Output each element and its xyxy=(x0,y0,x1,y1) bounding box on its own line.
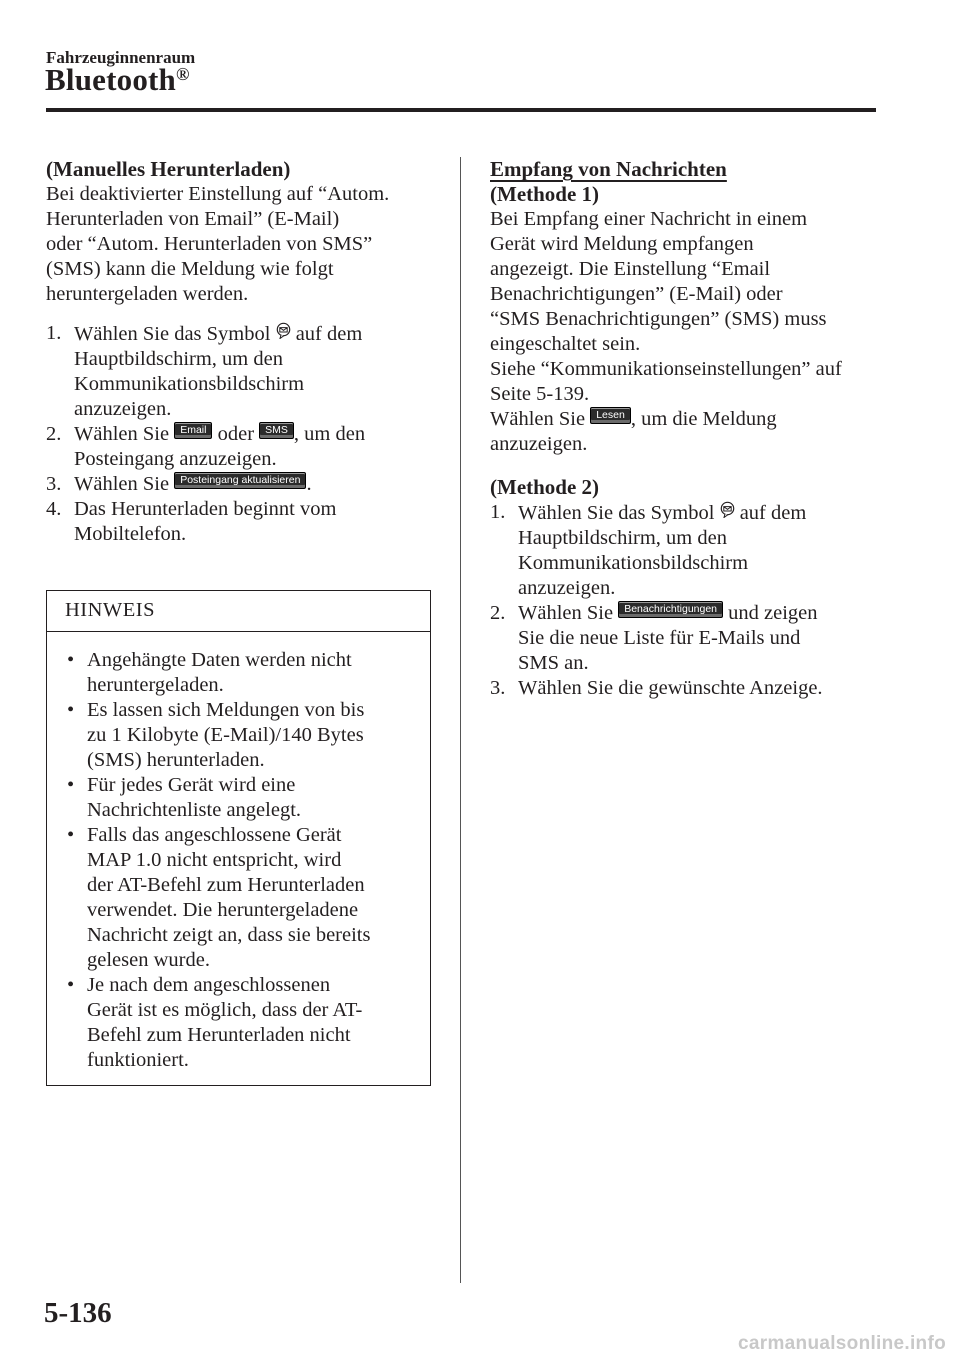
text-line: Seite 5-139. xyxy=(490,383,590,405)
step-text: auf dem xyxy=(739,502,807,524)
step-text: Kommunikationsbildschirm xyxy=(74,373,305,395)
method2-steps xyxy=(490,500,880,701)
step-text: . xyxy=(306,473,312,495)
note-item xyxy=(47,973,430,1073)
section-label: Fahrzeuginnenraum xyxy=(46,48,196,67)
step-number: 3. xyxy=(46,473,62,495)
step-text: Das Herunterladen beginnt vom xyxy=(74,498,337,520)
bullet: • xyxy=(67,824,75,846)
note-text: Angehängte Daten werden nicht xyxy=(87,649,352,671)
right-column xyxy=(490,157,880,701)
text-line: angezeigt. Die Einstellung “Email xyxy=(490,258,771,280)
bullet: • xyxy=(67,974,75,996)
step-text: Hauptbildschirm, um den xyxy=(518,527,727,549)
step-number: 4. xyxy=(46,498,62,520)
step-text: Wählen Sie xyxy=(74,423,170,445)
download-steps xyxy=(46,321,436,547)
bullet: • xyxy=(67,649,75,671)
note-item xyxy=(47,773,430,823)
text-line: heruntergeladen werden. xyxy=(46,283,249,305)
step-item xyxy=(46,422,436,472)
note-text: Nachricht zeigt an, dass sie bereits xyxy=(87,924,371,946)
method1-paragraph xyxy=(490,207,880,457)
step-item xyxy=(490,601,880,676)
left-column xyxy=(46,157,436,547)
note-text: (SMS) herunterladen. xyxy=(87,749,265,771)
step-text: SMS an. xyxy=(518,652,589,674)
step-item xyxy=(490,500,880,601)
sms-button[interactable]: SMS xyxy=(259,422,294,439)
note-item xyxy=(47,648,430,698)
step-text: Wählen Sie das Symbol xyxy=(518,502,715,524)
step-text: anzuzeigen. xyxy=(74,398,172,420)
manual-download-heading: (Manuelles Herunterladen) xyxy=(46,157,291,181)
bullet: • xyxy=(67,774,75,796)
watermark: carmanualsonline.info xyxy=(738,1333,946,1354)
text-line: Gerät wird Meldung empfangen xyxy=(490,233,754,255)
note-text: Nachrichtenliste angelegt. xyxy=(87,799,302,821)
step-text: auf dem xyxy=(295,323,363,345)
refresh-inbox-button[interactable]: Posteingang aktualisieren xyxy=(174,472,306,489)
registered-mark: ® xyxy=(175,64,190,84)
step-number: 1. xyxy=(490,501,506,523)
note-text: funktioniert. xyxy=(87,1049,189,1071)
note-text: MAP 1.0 nicht entspricht, wird xyxy=(87,849,342,871)
note-text: Falls das angeschlossene Gerät xyxy=(87,824,342,846)
communication-icon xyxy=(276,321,291,346)
step-text: Wählen Sie xyxy=(74,473,170,495)
column-divider xyxy=(460,157,461,1283)
step-text: Sie die neue Liste für E-Mails und xyxy=(518,627,801,649)
note-text: der AT-Befehl zum Herunterladen xyxy=(87,874,365,896)
note-text: Es lassen sich Meldungen von bis xyxy=(87,699,365,721)
text-line: Siehe “Kommunikationseinstellungen” auf xyxy=(490,358,842,380)
step-text: Mobiltelefon. xyxy=(74,523,187,545)
bullet: • xyxy=(67,699,75,721)
note-heading: HINWEIS xyxy=(47,591,430,632)
step-text: und zeigen xyxy=(728,602,818,624)
step-text: Wählen Sie die gewünschte Anzeige. xyxy=(518,677,823,699)
note-box xyxy=(46,590,431,1086)
text-line: Bei Empfang einer Nachricht in einem xyxy=(490,208,808,230)
page-number: 5-136 xyxy=(44,1297,112,1329)
notifications-button[interactable]: Benachrichtigungen xyxy=(618,601,723,618)
note-text: Für jedes Gerät wird eine xyxy=(87,774,296,796)
note-list xyxy=(47,632,430,1073)
text-line: eingeschaltet sein. xyxy=(490,333,641,355)
read-button[interactable]: Lesen xyxy=(590,407,631,424)
text-line: Bei deaktivierter Einstellung auf “Autom. xyxy=(46,183,390,205)
step-number: 3. xyxy=(490,677,506,699)
step-text: , um den xyxy=(293,423,366,445)
header-rule xyxy=(46,108,876,112)
step-text: oder xyxy=(217,423,255,445)
step-item xyxy=(46,472,436,497)
text-line: “SMS Benachrichtigungen” (SMS) muss xyxy=(490,308,827,330)
text-line: Herunterladen von Email” (E-Mail) xyxy=(46,208,340,230)
step-item xyxy=(490,676,880,701)
step-text: Wählen Sie xyxy=(518,602,614,624)
intro-paragraph xyxy=(46,182,436,307)
step-text: Kommunikationsbildschirm xyxy=(518,552,749,574)
text-line: anzuzeigen. xyxy=(490,433,588,455)
step-number: 2. xyxy=(46,423,62,445)
note-text: Je nach dem angeschlossenen xyxy=(87,974,331,996)
note-text: zu 1 Kilobyte (E-Mail)/140 Bytes xyxy=(87,724,364,746)
step-text: Wählen Sie das Symbol xyxy=(74,323,271,345)
note-text: gelesen wurde. xyxy=(87,949,210,971)
note-text: verwendet. Die heruntergeladene xyxy=(87,899,359,921)
method2-heading: (Methode 2) xyxy=(490,475,600,499)
note-text: Befehl zum Herunterladen nicht xyxy=(87,1024,351,1046)
note-item xyxy=(47,698,430,773)
method1-heading: (Methode 1) xyxy=(490,182,600,206)
step-item xyxy=(46,321,436,422)
step-item xyxy=(46,497,436,547)
page-title-text: Bluetooth xyxy=(45,62,176,97)
text-line: Wählen Sie xyxy=(490,408,586,430)
text-line: , um die Meldung xyxy=(630,408,777,430)
text-line: (SMS) kann die Meldung wie folgt xyxy=(46,258,334,280)
step-text: Hauptbildschirm, um den xyxy=(74,348,283,370)
text-line: Benachrichtigungen” (E-Mail) oder xyxy=(490,283,783,305)
page-title xyxy=(45,62,190,98)
step-text: Posteingang anzuzeigen. xyxy=(74,448,277,470)
step-number: 1. xyxy=(46,322,62,344)
note-text: Gerät ist es möglich, dass der AT- xyxy=(87,999,363,1021)
text-line: oder “Autom. Herunterladen von SMS” xyxy=(46,233,373,255)
receive-messages-heading: Empfang von Nachrichten xyxy=(490,157,727,181)
step-text: anzuzeigen. xyxy=(518,577,616,599)
email-button[interactable]: Email xyxy=(174,422,212,439)
note-item xyxy=(47,823,430,973)
communication-icon xyxy=(720,500,735,525)
note-text: heruntergeladen. xyxy=(87,674,224,696)
step-number: 2. xyxy=(490,602,506,624)
